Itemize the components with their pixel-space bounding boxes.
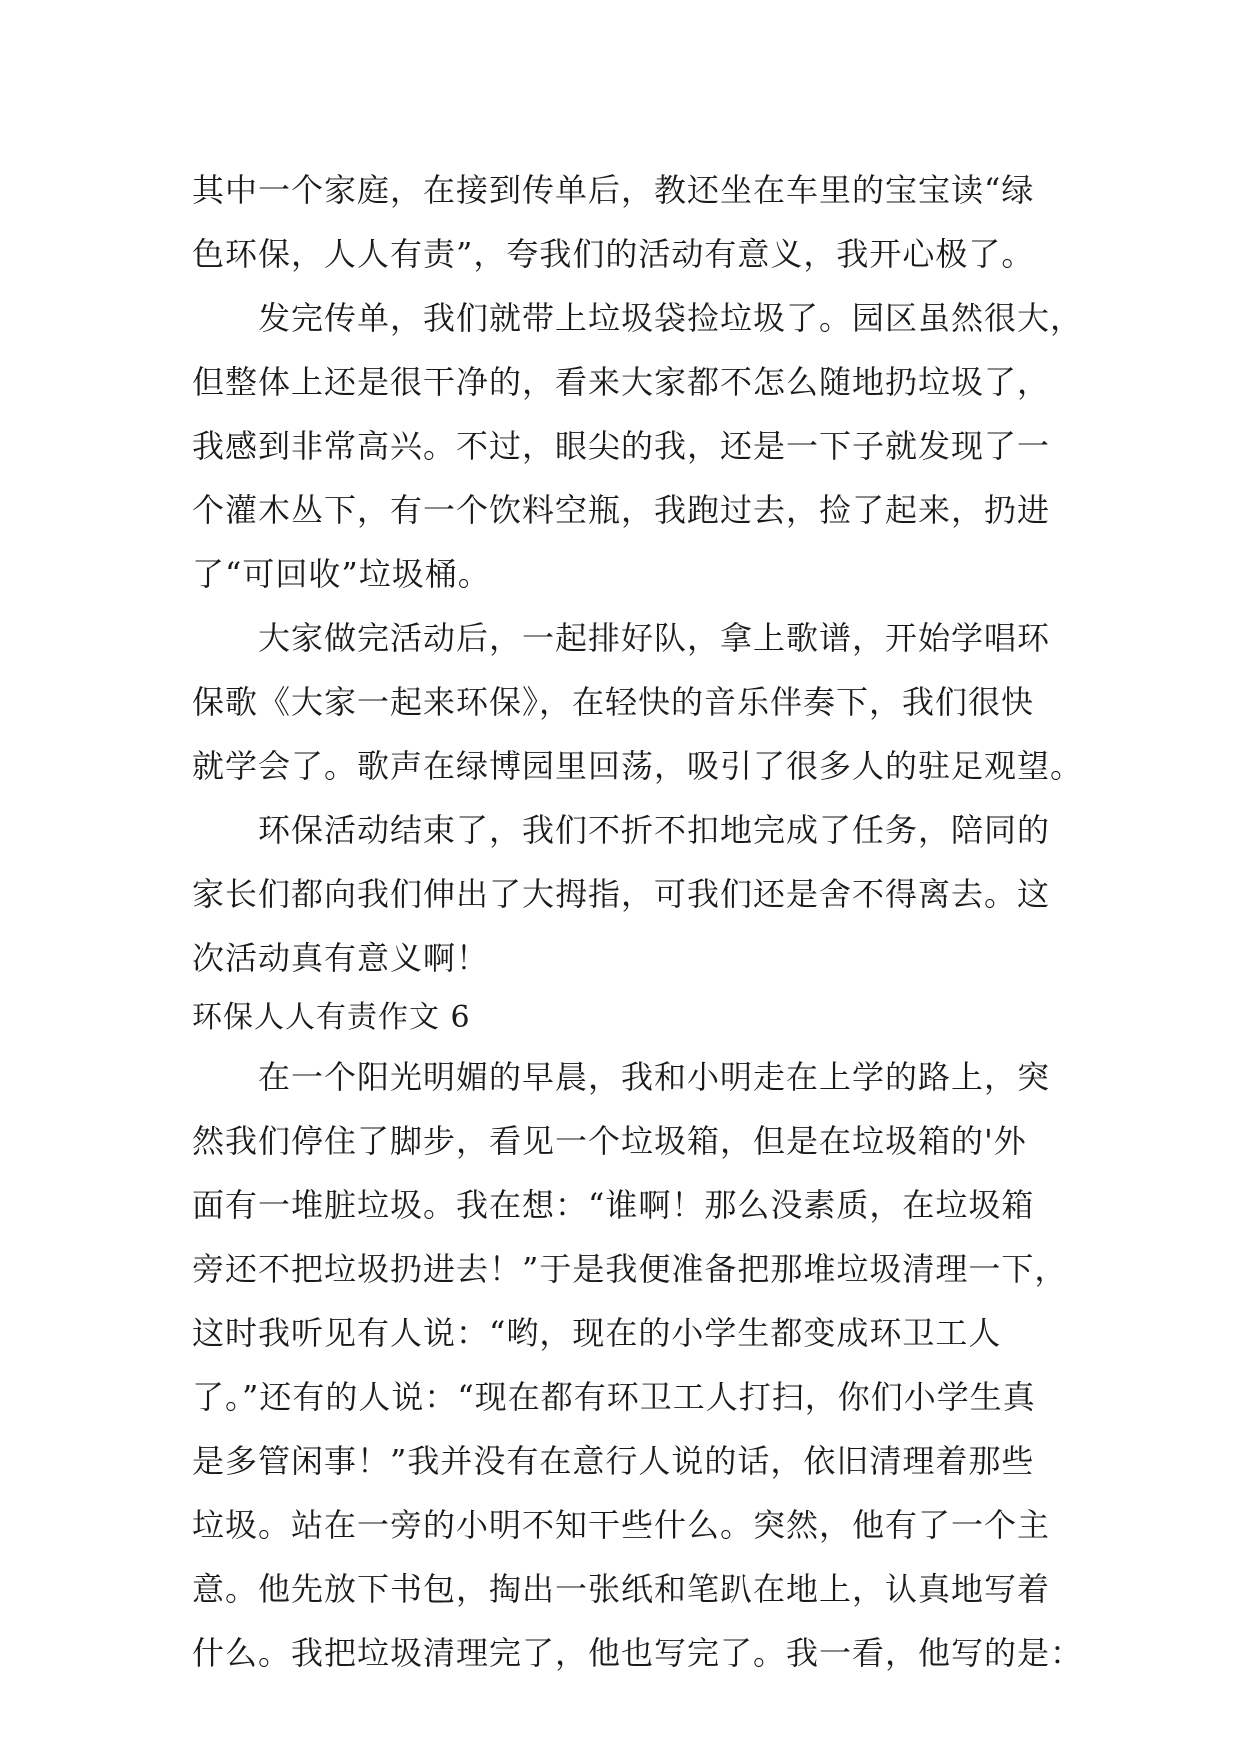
text-line: 面有一堆脏垃圾。我在想：“谁啊！那么没素质，在垃圾箱 xyxy=(192,1186,1035,1224)
text-line: 然我们停住了脚步，看见一个垃圾箱，但是在垃圾箱的'外 xyxy=(192,1122,1027,1160)
text-line: 就学会了。歌声在绿博园里回荡，吸引了很多人的驻足观望。 xyxy=(192,747,1084,785)
text-line: 在一个阳光明媚的早晨，我和小明走在上学的路上，突 xyxy=(192,1058,1051,1096)
text-line: 大家做完活动后，一起排好队，拿上歌谱，开始学唱环 xyxy=(192,619,1051,657)
text-line: 旁还不把垃圾扔进去！”于是我便准备把那堆垃圾清理一下， xyxy=(192,1250,1068,1288)
essay-body xyxy=(192,158,1084,1685)
text-line: 次活动真有意义啊！ xyxy=(192,939,490,977)
text-line: 垃圾。站在一旁的小明不知干些什么。突然，他有了一个主 xyxy=(192,1506,1051,1544)
text-line: 但整体上还是很干净的，看来大家都不怎么随地扔垃圾了， xyxy=(192,363,1051,401)
text-line: 这时我听见有人说：“哟，现在的小学生都变成环卫工人 xyxy=(192,1314,1002,1352)
text-line: 发完传单，我们就带上垃圾袋捡垃圾了。园区虽然很大， xyxy=(192,299,1084,337)
text-line: 其中一个家庭，在接到传单后，教还坐在车里的宝宝读“绿 xyxy=(192,171,1035,209)
text-line: 了“可回收”垃圾桶。 xyxy=(192,555,491,593)
text-line: 是多管闲事！”我并没有在意行人说的话，依旧清理着那些 xyxy=(192,1442,1035,1480)
section-title: 环保人人有责作文 6 xyxy=(192,1000,471,1035)
text-line: 什么。我把垃圾清理完了，他也写完了。我一看，他写的是： xyxy=(192,1634,1084,1672)
text-line: 色环保，人人有责”，夸我们的活动有意义，我开心极了。 xyxy=(192,235,1035,273)
text-line: 个灌木丛下，有一个饮料空瓶，我跑过去，捡了起来，扔进 xyxy=(192,491,1051,529)
text-line: 了。”还有的人说：“现在都有环卫工人打扫，你们小学生真 xyxy=(192,1378,1036,1416)
text-line: 保歌《大家一起来环保》，在轻快的音乐伴奏下，我们很快 xyxy=(192,683,1035,721)
text-line: 环保活动结束了，我们不折不扣地完成了任务，陪同的 xyxy=(192,811,1051,849)
text-line: 意。他先放下书包，掏出一张纸和笔趴在地上，认真地写着 xyxy=(192,1570,1051,1608)
text-line: 我感到非常高兴。不过，眼尖的我，还是一下子就发现了一 xyxy=(192,427,1051,465)
text-line: 家长们都向我们伸出了大拇指，可我们还是舍不得离去。这 xyxy=(192,875,1051,913)
